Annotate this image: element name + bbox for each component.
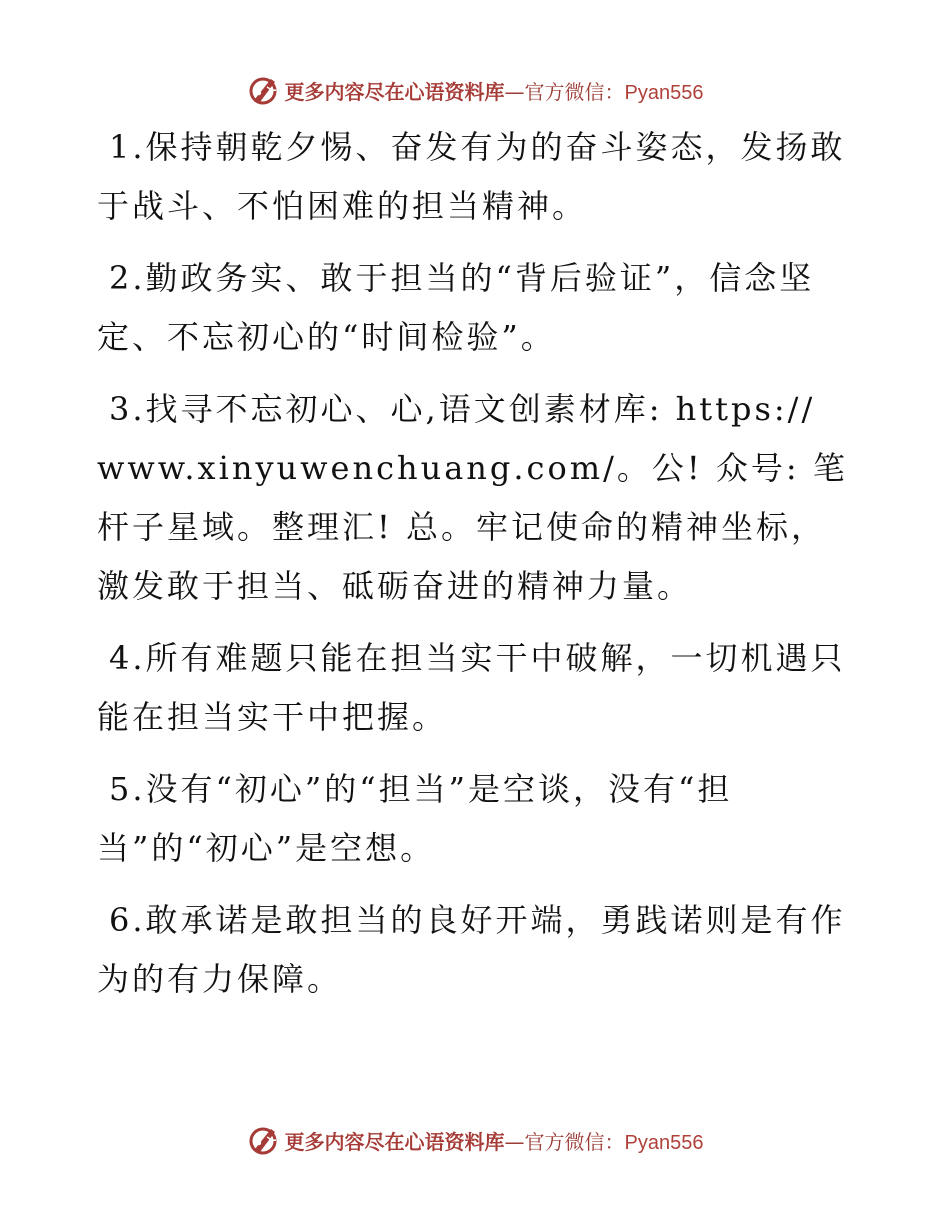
item-text: 保持朝乾夕惕、奋发有为的奋斗姿态，发扬敢于战斗、不怕困难的担当精神。: [97, 128, 846, 225]
footer-dash: —: [504, 1129, 525, 1154]
list-item: [97, 380, 857, 616]
item-number: 4.: [109, 639, 146, 677]
item-text: 勤政务实、敢于担当的“背后验证”，信念坚定、不忘初心的“时间检验”。: [97, 259, 815, 356]
header-dash: —: [504, 79, 525, 104]
list-item: [97, 891, 857, 1009]
list-item: [97, 118, 857, 236]
item-number: 1.: [109, 128, 146, 166]
header-banner: [0, 70, 950, 110]
list-item: [97, 249, 857, 367]
pen-logo-icon: [247, 1123, 281, 1157]
list-item: [97, 760, 857, 878]
item-text: 敢承诺是敢担当的良好开端，勇践诺则是有作为的有力保障。: [97, 901, 846, 998]
footer-banner: [0, 1120, 950, 1160]
footer-site-title: 更多内容尽在心语资料库: [284, 1129, 505, 1154]
header-wechat-id: Pyan556: [624, 81, 704, 104]
header-site-title: 更多内容尽在心语资料库: [284, 79, 505, 104]
item-text: 找寻不忘初心、心,语文创素材库: https:// www.xinyuwenchuang.com/。公! 众号: 笔杆子星域。整理汇! 总。牢记使命的精神坐标，激发敢于担当、砥砺奋进的精神力量。: [97, 390, 848, 605]
item-number: 3.: [109, 390, 146, 428]
item-text: 没有“初心”的“担当”是空谈，没有“担当”的“初心”是空想。: [97, 770, 733, 867]
footer-banner-text: [285, 1126, 704, 1155]
item-number: 6.: [109, 901, 146, 939]
list-item: [97, 629, 857, 747]
document-body: [97, 118, 857, 1022]
header-banner-text: [285, 76, 704, 105]
pen-logo-icon: [247, 73, 281, 107]
item-number: 2.: [109, 259, 146, 297]
item-text: 所有难题只能在担当实干中破解，一切机遇只能在担当实干中把握。: [97, 639, 846, 736]
header-wechat-label: 官方微信：: [524, 79, 625, 104]
footer-wechat-id: Pyan556: [624, 1131, 704, 1154]
footer-wechat-label: 官方微信：: [524, 1129, 625, 1154]
item-number: 5.: [109, 770, 146, 808]
